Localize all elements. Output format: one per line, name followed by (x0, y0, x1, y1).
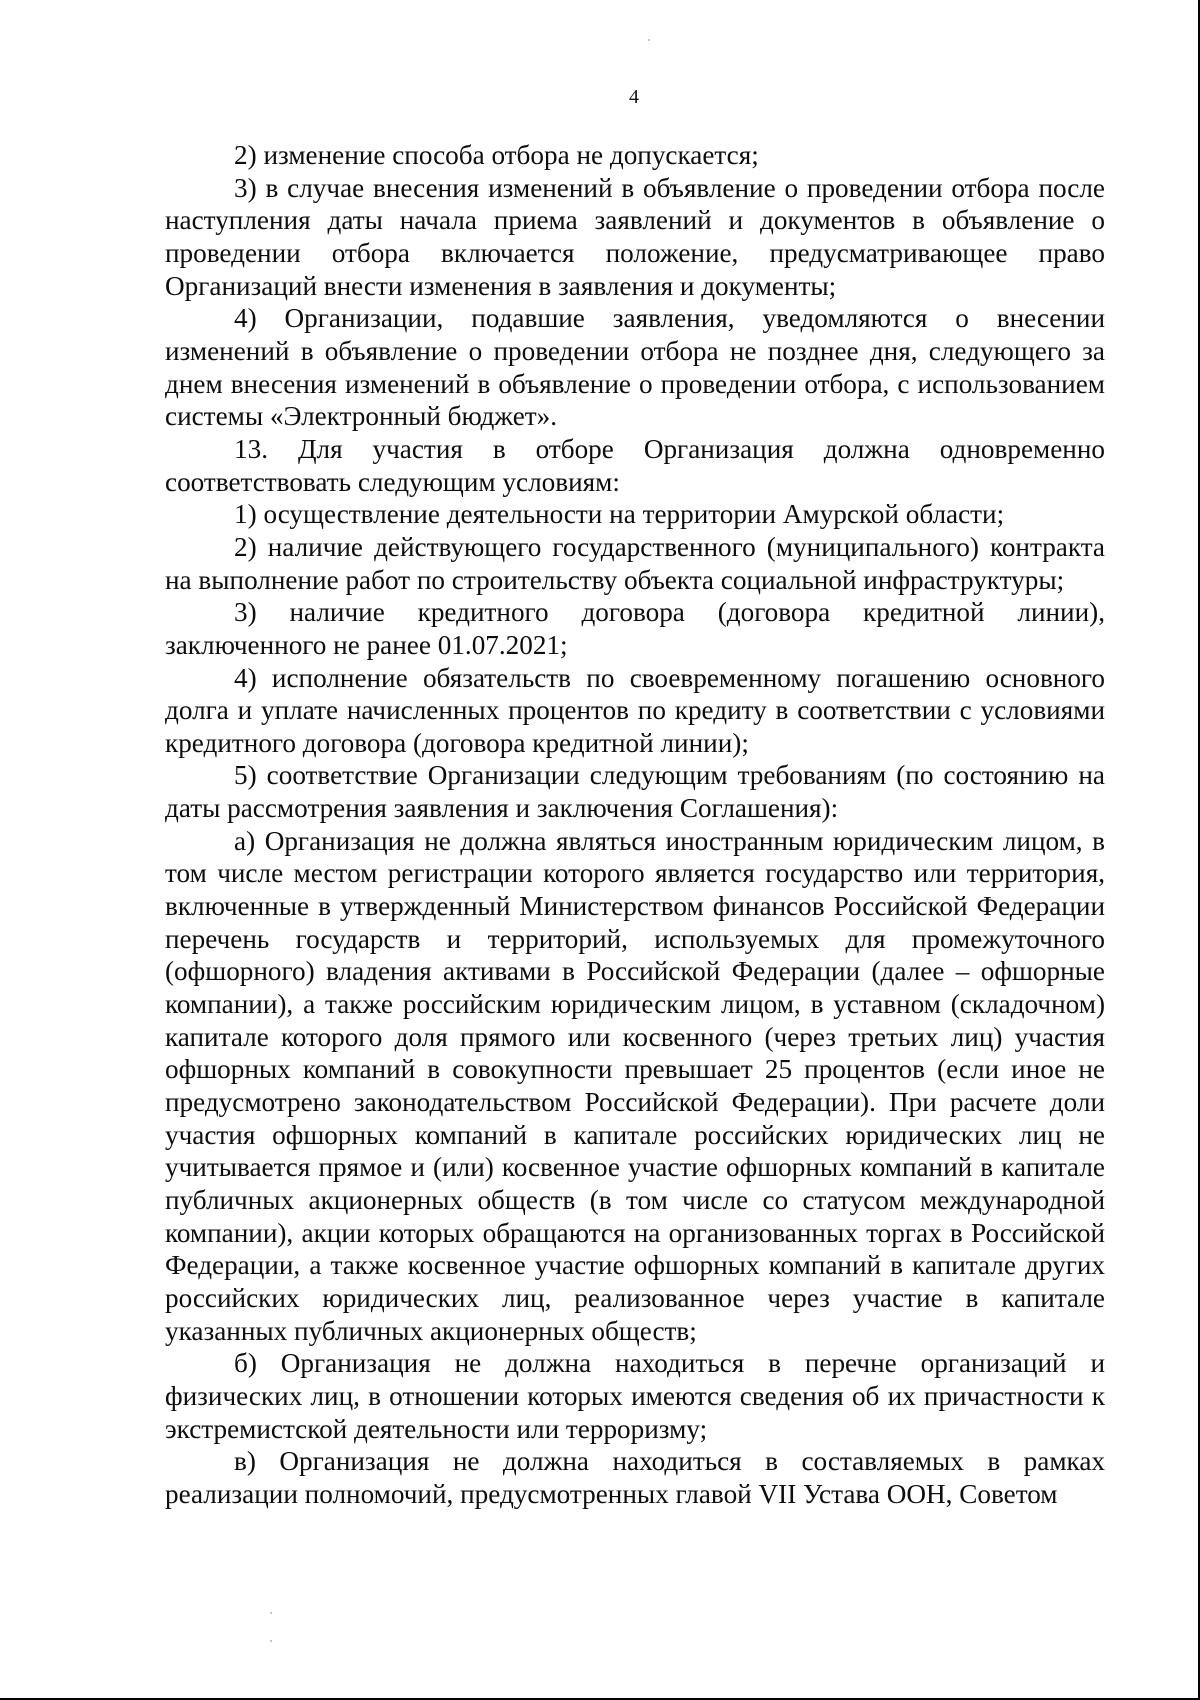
scan-speck (270, 1612, 272, 1614)
scan-speck (270, 1640, 272, 1642)
requirement-c-un-lists: в) Организация не должна находиться в составляемых в рамках реализации полномочий, предусмотренных главой VII Устава ООН, Советом (165, 1446, 1105, 1509)
paragraph-4-notification: 4) Организации, подавшие заявления, уведомляются о внесении изменений в объявление о проведении отбора не позднее дня, следующего за днем внесения изменений в объявление о проведении отбора, с использованием системы «Электронный бюджет». (165, 303, 1105, 432)
document-body (165, 139, 1105, 1511)
paragraph-3-announcement-changes: 3) в случае внесения изменений в объявление о проведении отбора после наступления даты начала приема заявлений и документов в объявление о проведении отбора включается положение, предусматривающее право Организаций внести изменения в заявления и документы; (165, 172, 1105, 301)
condition-4-obligations: 4) исполнение обязательств по своевременному погашению основного долга и уплате начисленных процентов по кредиту в соответствии с условиями кредитного договора (договора кредитной линии); (165, 662, 1105, 758)
requirement-b-extremism-list: б) Организация не должна находиться в перечне организаций и физических лиц, в отношении которых имеются сведения об их причастности к экстремистской деятельности или терроризму; (165, 1348, 1105, 1444)
condition-2-contract: 2) наличие действующего государственного (муниципального) контракта на выполнение работ по строительству объекта социальной инфраструктуры; (165, 531, 1105, 595)
condition-3-credit-agreement: 3) наличие кредитного договора (договора кредитной линии), заключенного не ранее 01.07.2021; (165, 597, 1105, 660)
scan-speck (648, 39, 650, 41)
requirement-a-foreign-entity: а) Организация не должна являться иностранным юридическим лицом, в том числе местом регистрации которого является государство или территория, включенные в утвержденный Министерством финансов Российской Федерации перечень государств и территорий, используемых для промежуточного (офшорного) владения активами в Российской Федерации (далее – офшорные компании), а также российским юридическим лицом, в уставном (складочном) капитале которого доля прямого или косвенного (через третьих лиц) участия офшорных компаний в совокупности превышает 25 процентов (если иное не предусмотрено законодательством Российской Федерации). При расчете доли участия офшорных компаний в капитале российских юридических лиц не учитывается прямое и (или) косвенное участие офшорных компаний в капитале публичных акционерных обществ (в том числе со статусом международной компании), акции которых обращаются на организованных торгах в Российской Федерации, а также косвенное участие офшорных компаний в капитале других российских юридических лиц, реализованное через участие в капитале указанных публичных акционерных обществ; (165, 825, 1105, 1346)
page-number: 4 (629, 86, 639, 108)
condition-1-territory: 1) осуществление деятельности на территории Амурской области; (234, 499, 1005, 530)
condition-5-requirements: 5) соответствие Организации следующим требованиям (по состоянию на даты рассмотрения заявления и заключения Соглашения): (165, 760, 1105, 824)
paragraph-2-selection-method: 2) изменение способа отбора не допускается; (234, 140, 759, 170)
paragraph-13-conditions: 13. Для участия в отборе Организация должна одновременно соответствовать следующим условиям: (165, 433, 1105, 497)
